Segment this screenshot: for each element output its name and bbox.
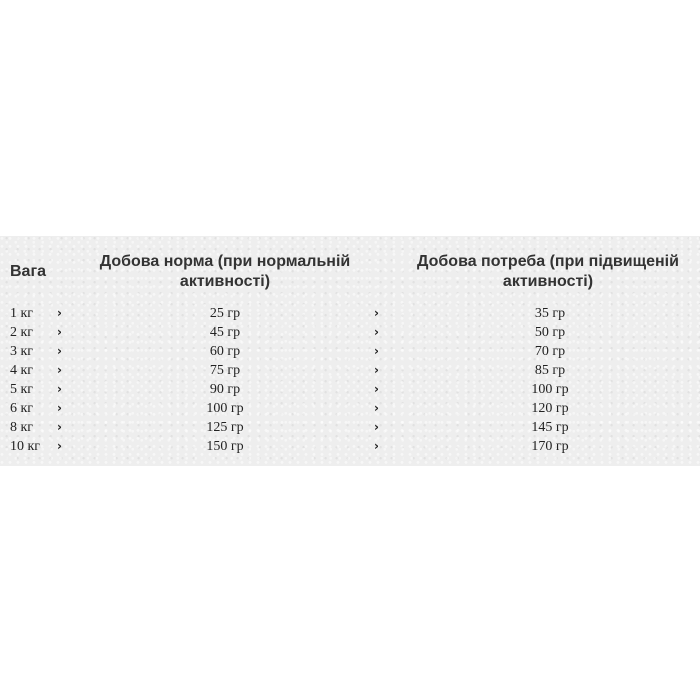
chevron-right-icon: › bbox=[57, 325, 62, 339]
header-weight: Вага bbox=[10, 263, 47, 280]
chevron-right-icon: › bbox=[374, 306, 379, 320]
chevron-right-icon: › bbox=[374, 420, 379, 434]
chevron-right-icon: › bbox=[374, 401, 379, 415]
chevron-right-icon: › bbox=[374, 344, 379, 358]
chevron-right-icon: › bbox=[374, 439, 379, 453]
table-row bbox=[0, 342, 700, 361]
active-amount-cell: 35 гр bbox=[534, 306, 566, 321]
weight-cell: 5 кг bbox=[10, 382, 34, 397]
weight-cell: 4 кг bbox=[10, 363, 34, 378]
active-amount-cell: 70 гр bbox=[534, 344, 566, 359]
table-row bbox=[0, 361, 700, 380]
header-active-line1: Добова потреба (при підвищеній bbox=[417, 253, 679, 270]
chevron-right-icon: › bbox=[57, 306, 62, 320]
normal-amount-cell: 75 гр bbox=[209, 363, 241, 378]
normal-amount-cell: 100 гр bbox=[206, 401, 244, 416]
chevron-right-icon: › bbox=[57, 420, 62, 434]
weight-cell: 2 кг bbox=[10, 325, 34, 340]
header-normal-activity bbox=[80, 252, 370, 292]
active-amount-cell: 100 гр bbox=[531, 382, 569, 397]
normal-amount-cell: 90 гр bbox=[209, 382, 241, 397]
active-amount-cell: 170 гр bbox=[531, 439, 569, 454]
table-row bbox=[0, 304, 700, 323]
chevron-right-icon: › bbox=[57, 344, 62, 358]
chevron-right-icon: › bbox=[374, 363, 379, 377]
table-row bbox=[0, 418, 700, 437]
active-amount-cell: 120 гр bbox=[531, 401, 569, 416]
header-normal-line2: активності) bbox=[179, 273, 271, 290]
chevron-right-icon: › bbox=[374, 325, 379, 339]
chevron-right-icon: › bbox=[57, 439, 62, 453]
weight-cell: 10 кг bbox=[10, 439, 41, 454]
chevron-right-icon: › bbox=[57, 382, 62, 396]
feeding-table bbox=[0, 236, 700, 466]
normal-amount-cell: 60 гр bbox=[209, 344, 241, 359]
normal-amount-cell: 45 гр bbox=[209, 325, 241, 340]
table-row bbox=[0, 399, 700, 418]
normal-amount-cell: 25 гр bbox=[209, 306, 241, 321]
chevron-right-icon: › bbox=[57, 401, 62, 415]
header-active-line2: активності) bbox=[502, 273, 594, 290]
weight-cell: 3 кг bbox=[10, 344, 34, 359]
table-row bbox=[0, 380, 700, 399]
normal-amount-cell: 150 гр bbox=[206, 439, 244, 454]
active-amount-cell: 145 гр bbox=[531, 420, 569, 435]
active-amount-cell: 50 гр bbox=[534, 325, 566, 340]
weight-cell: 1 кг bbox=[10, 306, 34, 321]
chevron-right-icon: › bbox=[57, 363, 62, 377]
header-high-activity bbox=[398, 252, 698, 292]
active-amount-cell: 85 гр bbox=[534, 363, 566, 378]
table-row bbox=[0, 437, 700, 456]
chevron-right-icon: › bbox=[374, 382, 379, 396]
weight-cell: 6 кг bbox=[10, 401, 34, 416]
normal-amount-cell: 125 гр bbox=[206, 420, 244, 435]
weight-cell: 8 кг bbox=[10, 420, 34, 435]
header-normal-line1: Добова норма (при нормальній bbox=[99, 253, 351, 270]
table-row bbox=[0, 323, 700, 342]
